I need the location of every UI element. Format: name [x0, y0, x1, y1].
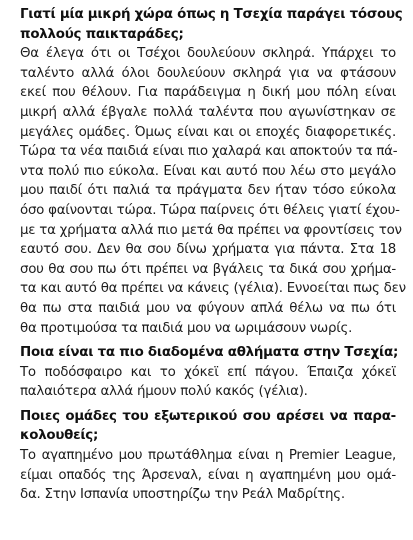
- answer-line: όσο φαίνονται τώρα. Τώρα παίρνεις ότι θέλεις γιατί έχου-: [20, 202, 400, 218]
- answer-line: τα και αυτό θα πρέπει να κάνεις (γέλια). Εννοείται πως δεν: [20, 281, 406, 297]
- answer-line: εαυτό σου. Δεν θα σου δίνω χρήματα για πάντα. Στα 18: [20, 242, 396, 258]
- qa-block-czech-talent: [20, 5, 406, 338]
- answer-line: παλαιότερα αλλά ήμουν πολύ κακός (γέλια).: [20, 384, 308, 400]
- answer-line: εκεί που θέλουν. Για παράδειγμα η δική μου πόλη είναι: [20, 85, 396, 101]
- question-line: Ποια είναι τα πιο διαδομένα αθλήματα στην Τσεχία;: [20, 345, 399, 361]
- qa-block-favorite-teams: [20, 407, 396, 505]
- answer-line: με τα χρήματα αλλά πιο μετά θα πρέπει να φροντίσεις τον: [20, 222, 402, 238]
- answer-line: ταλέντο αλλά όλοι δουλεύουν σκληρά για να φτάσουν: [20, 65, 396, 81]
- interview-article: [20, 5, 406, 510]
- answer-line: Το αγαπημένο μου πρωτάθλημα είναι η Premier League,: [20, 448, 396, 464]
- answer-line: Τώρα τα νέα παιδιά είναι πιο χαλαρά και αποκτούν τα πά-: [20, 144, 398, 160]
- answer-line: είμαι οπαδός της Άρσεναλ, είναι η αγαπημένη μου ομά-: [20, 467, 396, 483]
- question-line: κολουθείς;: [20, 428, 99, 444]
- answer-line: σου θα σου πω ότι πρέπει να βγάλεις τα δικά σου χρήμα-: [20, 261, 396, 277]
- answer-line: θα προτιμούσα τα παιδιά μου να ωριμάσουν νωρίς.: [20, 320, 353, 336]
- answer-line: Το ποδόσφαιρο και το χόκεϊ επί πάγου. Έπαιζα χόκεϊ: [20, 364, 396, 380]
- answer-line: μεγάλες ομάδες. Όμως είναι και οι εποχές διαφορετικές.: [20, 124, 396, 140]
- answer-line: δα. Στην Ισπανία υποστηρίζω την Ρεάλ Μαδρίτης.: [20, 487, 345, 503]
- qa-block-popular-sports: [20, 343, 399, 402]
- question-line: πολλούς παικταράδες;: [20, 26, 184, 42]
- question-line: Γιατί μία μικρή χώρα όπως η Τσεχία παράγει τόσους: [20, 7, 403, 22]
- answer-line: μικρή αλλά έβγαλε πολλά ταλέντα που αγωνίστηκαν σε: [20, 104, 396, 120]
- question-line: Ποιες ομάδες του εξωτερικού σου αρέσει να παρα-: [20, 408, 396, 424]
- answer-line: θα πω στα παιδιά μου να φύγουν απλά θέλω να πω ότι: [20, 300, 396, 316]
- answer-line: μου παιδί ότι παλιά τα πράγματα δεν ήταν τόσο εύκολα: [20, 183, 396, 199]
- answer-line: Θα έλεγα ότι οι Τσέχοι δουλεύουν σκληρά. Υπάρχει το: [20, 46, 396, 62]
- answer-line: ντα πολύ πιο εύκολα. Είναι και αυτό που λέω στο μεγάλο: [20, 163, 396, 179]
